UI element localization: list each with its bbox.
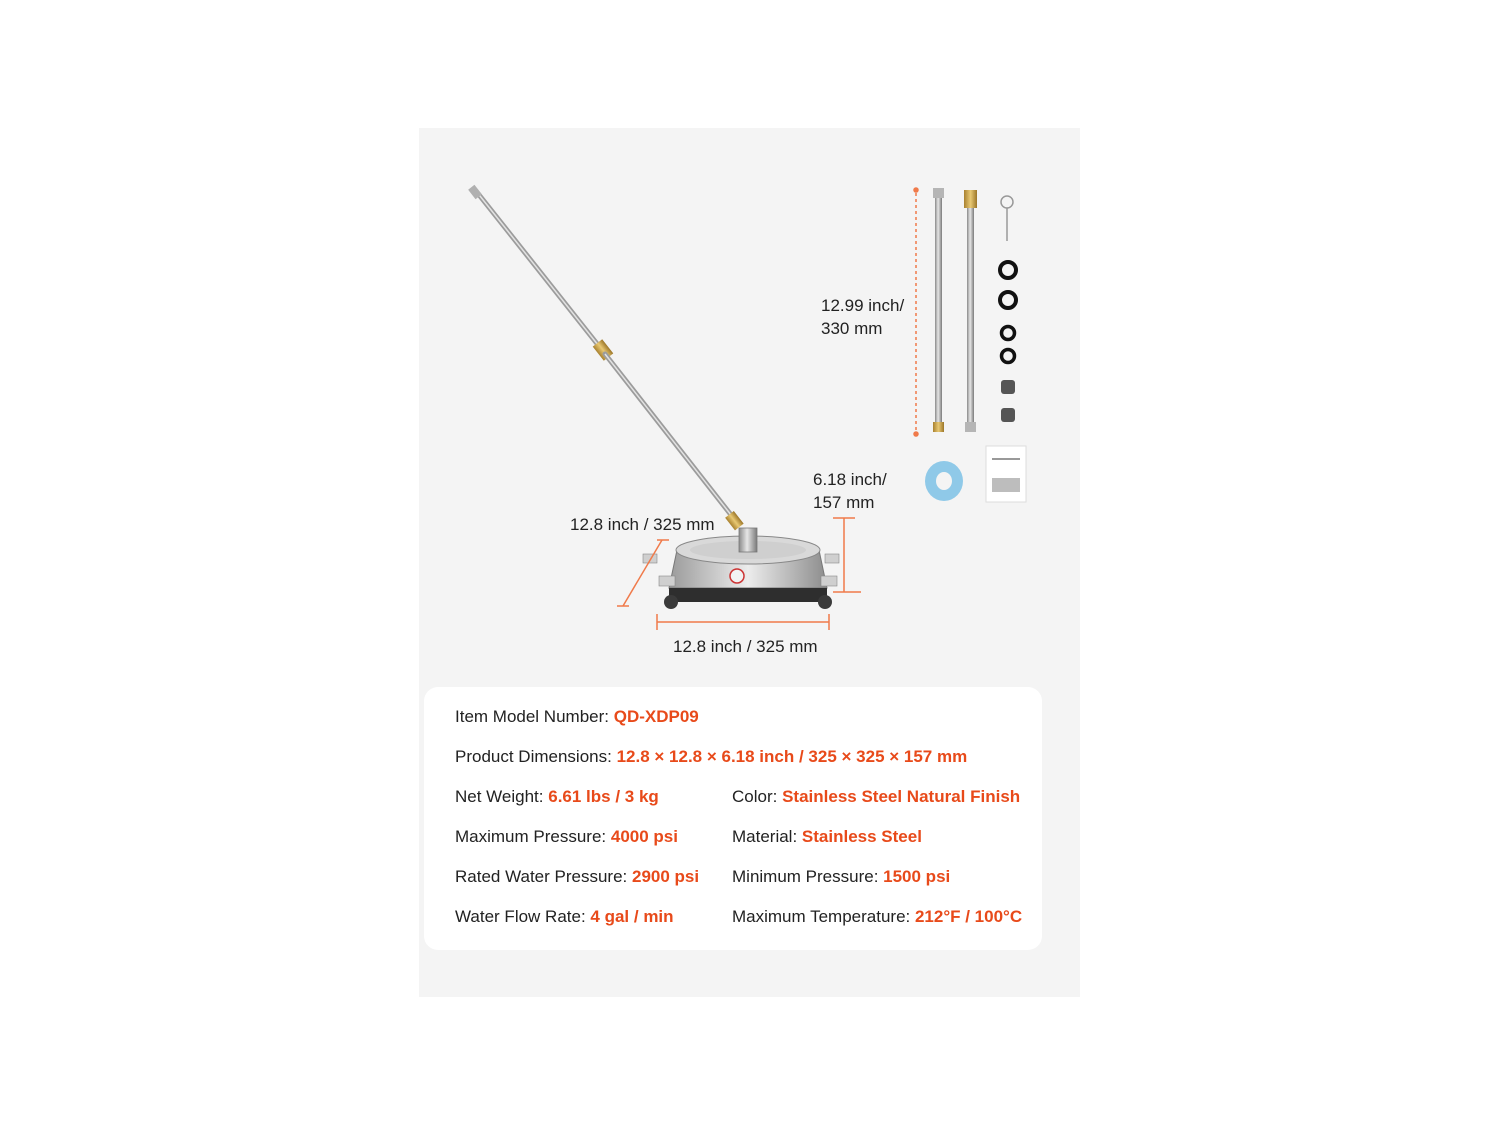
spec-weight: Net Weight: 6.61 lbs / 3 kg <box>455 787 659 806</box>
spec-max-temp: Maximum Temperature: 212°F / 100°C <box>732 907 1023 926</box>
product-illustration <box>419 128 1080 688</box>
wand <box>468 185 743 531</box>
height-label: 6.18 inch/ 157 mm <box>813 470 887 512</box>
depth-label: 12.8 inch / 325 mm <box>570 515 715 534</box>
spec-flow-rate: Water Flow Rate: 4 gal / min <box>455 907 674 926</box>
spec-rated-pressure: Rated Water Pressure: 2900 psi <box>455 867 700 886</box>
extension-rods <box>933 188 977 432</box>
spec-material: Material: Stainless Steel <box>732 827 922 846</box>
spec-max-pressure: Maximum Pressure: 4000 psi <box>455 827 678 846</box>
spec-card <box>424 687 1042 950</box>
spec-min-pressure: Minimum Pressure: 1500 psi <box>732 867 951 886</box>
spec-color: Color: Stainless Steel Natural Finish <box>732 787 1021 806</box>
spec-model: Item Model Number: QD-XDP09 <box>455 707 699 726</box>
product-info-panel <box>419 128 1080 997</box>
width-label: 12.8 inch / 325 mm <box>673 637 818 656</box>
extension-length-label: 12.99 inch/ 330 mm <box>821 296 905 338</box>
spec-dimensions: Product Dimensions: 12.8 × 12.8 × 6.18 inch / 325 × 325 × 157 mm <box>455 747 968 766</box>
surface-cleaner <box>643 528 839 609</box>
